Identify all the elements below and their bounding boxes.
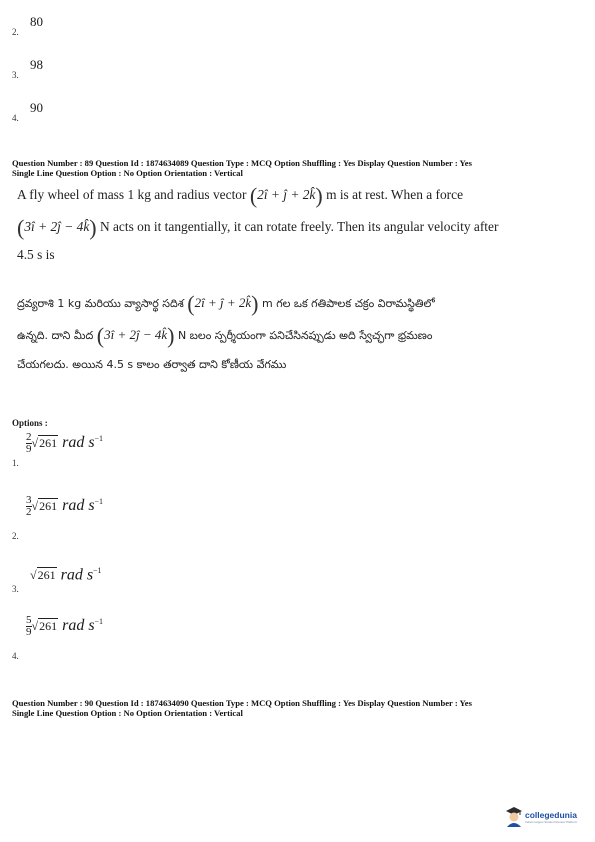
te-line-1 <box>17 291 577 318</box>
denominator: 9 <box>26 443 32 455</box>
option-1[interactable] <box>12 432 212 472</box>
option-number: 4. <box>12 113 19 123</box>
radius-vector: (2î + ĵ + 2k̂) <box>249 183 323 208</box>
option-number: 3. <box>12 584 19 594</box>
option-value: 90 <box>30 100 43 115</box>
option-expression <box>26 495 103 518</box>
radius-vector-te: (2î + ĵ + 2k̂) <box>187 291 259 316</box>
radicand: 261 <box>39 619 58 633</box>
force-vector-te: (3î + 2ĵ − 4k̂) <box>96 323 175 348</box>
denominator: 2 <box>26 506 32 518</box>
option-value: 98 <box>30 57 43 72</box>
numerator: 5 <box>26 614 32 626</box>
te-line-2 <box>17 323 577 350</box>
force-vector-te-expr: 3î + 2ĵ − 4k̂ <box>104 327 168 342</box>
te-text-1a: ద్రవ్యరాశి 1 kg మరియు వ్యాసార్థ సదిశ <box>17 297 184 310</box>
logo-tagline: India's largest Student Review Platform <box>525 820 578 824</box>
denominator: 9 <box>26 626 32 638</box>
option-number: 2. <box>12 531 19 541</box>
question-89-telugu <box>17 291 577 372</box>
sqrt-symbol: √261 <box>31 499 58 513</box>
force-vector: (3î + 2ĵ − 4k̂) <box>17 215 97 240</box>
question-89-meta <box>12 158 572 178</box>
radicand: 261 <box>39 499 58 513</box>
meta-line-1: Question Number : 90 Question Id : 1874634090 Question Type : MCQ Option Shuffling : Yes Display Question Number : Yes <box>12 698 472 708</box>
graduate-avatar-icon <box>505 806 523 828</box>
unit: rad s <box>62 497 95 515</box>
logo-name: collegedunia <box>525 810 577 820</box>
option-number: 2. <box>12 27 19 37</box>
option-number: 3. <box>12 70 19 80</box>
option-expression <box>26 432 103 455</box>
meta-line-2: Single Line Question Option : No Option Orientation : Vertical <box>12 708 243 718</box>
option-4[interactable] <box>12 615 212 663</box>
te-text-3: చేయగలదు. అయిన 4.5 s కాలం తర్వాత దాని కోణీయ వేగము <box>17 358 287 371</box>
unit-exponent: −1 <box>94 616 104 626</box>
option-number: 1. <box>12 458 19 468</box>
en-line-1 <box>17 183 557 208</box>
option-value: 80 <box>30 14 43 29</box>
en-text-2: m is at rest. When a force <box>326 187 464 202</box>
option-number: 4. <box>12 651 19 661</box>
option-expression <box>26 615 103 638</box>
unit-exponent: −1 <box>93 566 102 575</box>
numerator: 2 <box>26 431 32 443</box>
option-expression <box>30 566 102 584</box>
options-label: Options : <box>12 418 48 428</box>
logo-text-group <box>525 810 577 824</box>
en-line-2 <box>17 215 557 240</box>
question-89-english <box>17 183 557 263</box>
meta-line-2: Single Line Question Option : No Option Orientation : Vertical <box>12 168 243 178</box>
unit: rad s <box>62 617 95 635</box>
te-text-2b: N బలం స్పర్శీయంగా పనిచేసినప్పుడు అది స్వేచ్ఛగా భ్రమణం <box>177 329 433 342</box>
meta-line-1: Question Number : 89 Question Id : 1874634089 Question Type : MCQ Option Shuffling : Yes Display Question Number : Yes <box>12 158 472 168</box>
sqrt-symbol: √261 <box>31 619 58 633</box>
unit-exponent: −1 <box>94 496 104 506</box>
sqrt-symbol: √261 <box>31 436 58 450</box>
unit-exponent: −1 <box>94 433 104 443</box>
te-text-2a: ఉన్నది. దాని మీద <box>17 329 94 342</box>
radius-vector-te-expr: 2î + ĵ + 2k̂ <box>194 295 252 310</box>
en-text-4: 4.5 s is <box>17 247 55 262</box>
unit: rad s <box>60 566 94 584</box>
radius-vector-expr: 2î + ĵ + 2k̂ <box>257 187 316 202</box>
sqrt-symbol: √261 <box>30 568 56 583</box>
en-text-1: A fly wheel of mass 1 kg and radius vector <box>17 187 247 202</box>
te-text-1b: m గల ఒక గతిపాలక చక్రం విరామస్థితిలో <box>261 297 435 310</box>
radicand: 261 <box>37 568 56 583</box>
option-2[interactable] <box>12 495 212 543</box>
numerator: 3 <box>26 494 32 506</box>
radicand: 261 <box>39 436 58 450</box>
option-3[interactable] <box>12 566 212 596</box>
unit: rad s <box>62 434 95 452</box>
en-text-3: N acts on it tangentially, it can rotate freely. Then its angular velocity after <box>99 219 499 234</box>
force-vector-expr: 3î + 2ĵ − 4k̂ <box>24 219 90 234</box>
collegedunia-logo <box>505 806 577 828</box>
question-90-meta <box>12 698 572 718</box>
